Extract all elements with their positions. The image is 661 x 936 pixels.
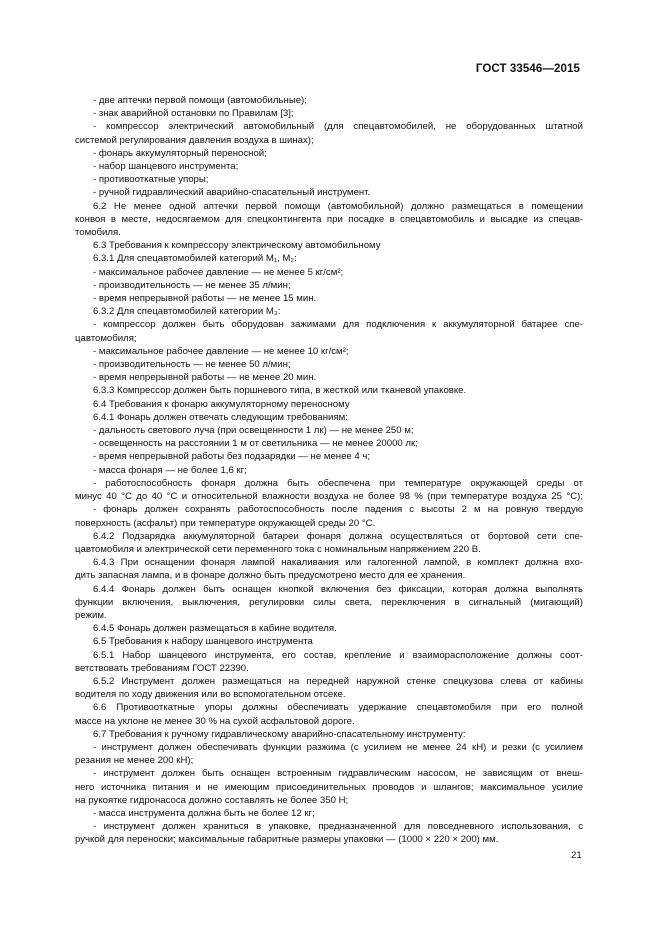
text-line: - дальность светового луча (при освещенности 1 лк) — не менее 250 м; — [93, 425, 414, 437]
text-line: - освещенность на расстоянии 1 м от светильника — не менее 20000 лк; — [93, 438, 418, 450]
text-line: - масса инструмента должна быть не более 12 кг; — [93, 807, 315, 819]
text-line: 6.5 Требования к набору шанцевого инструмента — [93, 636, 313, 648]
text-line: - фонарь аккумуляторный переносной; — [93, 147, 267, 159]
text-line: - инструмент должен обеспечивать функции разжима (с усилием не менее 24 кН) и резки (с усилием — [93, 741, 583, 753]
text-line: водителя по ходу движения или во вспомогательном отсеке. — [75, 689, 346, 701]
text-line: поверхность (асфальт) при температуре окружающей среды 20 °С. — [75, 517, 376, 529]
text-line: 6.5.1 Набор шанцевого инструмента, его состав, крепление и взаиморасположение должны соот- — [93, 649, 583, 661]
text-line: системой регулирования давления воздуха в шинах); — [75, 134, 314, 146]
text-line: - инструмент должен быть оснащен встроенным гидравлическим насосом, не зависящим от внеш- — [93, 768, 583, 780]
document-body — [75, 94, 583, 847]
text-line: массе на уклоне не менее 30 % на сухой асфальтовой дороге. — [75, 715, 355, 727]
text-line: функции включения, выключения, регулировки силы света, переключения в сигнальный (мигающий) — [75, 596, 583, 608]
text-line: - масса фонаря — не более 1,6 кг; — [93, 464, 247, 476]
text-line: 6.3.3 Компрессор должен быть поршневого типа, в жесткой или тканевой упаковке. — [93, 385, 467, 397]
text-line: 6.4.1 Фонарь должен отвечать следующим требованиям: — [93, 411, 348, 423]
text-line: цавтомобиля и электрической сети переменного тока с номинальным напряжением 220 В. — [75, 543, 481, 555]
text-line: 6.3.2 Для спецавтомобилей категории М₃: — [93, 306, 281, 318]
text-line: - противооткатные упоры; — [93, 174, 209, 186]
text-line: - производительность — не менее 35 л/мин; — [93, 279, 291, 291]
text-line: 6.4.4 Фонарь должен быть оснащен кнопкой включения без фиксации, которая должна выполнять — [93, 583, 583, 595]
text-line: - ручной гидравлический аварийно-спасательный инструмент. — [93, 187, 371, 199]
text-line: 6.3 Требования к компрессору электрическому автомобильному — [93, 240, 381, 252]
text-line: минус 40 °С до 40 °С и относительной влажности воздуха не более 98 % (при температуре воздуха 25 °С); — [75, 491, 583, 503]
text-line: - инструмент должен храниться в упаковке, предназначенной для повседневного использования, с — [93, 821, 583, 833]
text-line: - максимальное рабочее давление — не менее 5 кг/см²; — [93, 266, 344, 278]
text-line: - две аптечки первой помощи (автомобильные); — [93, 95, 307, 106]
text-line: ветствовать требованиям ГОСТ 22390. — [75, 662, 249, 674]
text-line: 6.3.1 Для спецавтомобилей категорий М₁, М₂: — [93, 253, 297, 265]
text-line: - набор шанцевого инструмента; — [93, 161, 239, 173]
text-line: - фонарь должен сохранять работоспособность после падения с высоты 2 м на ровную твердую — [93, 504, 583, 516]
page-number: 21 — [571, 850, 582, 861]
text-line: 6.4 Требования к фонарю аккумуляторному переносному — [93, 398, 350, 410]
text-line: - компрессор должен быть оборудован зажимами для подключения к аккумуляторной батарее спе- — [93, 319, 583, 331]
text-line: - производительность — не менее 50 л/мин; — [93, 359, 291, 371]
text-line: - время непрерывной работы — не менее 15 мин. — [93, 293, 317, 305]
text-line: 6.4.3 При оснащении фонаря лампой накаливания или галогенной лампой, в комплект должна вхо- — [93, 557, 583, 569]
text-line: - компрессор электрический автомобильный (для спецавтомобилей, не оборудованных штатной — [93, 121, 583, 133]
text-line: цавтомобиля; — [75, 332, 137, 344]
text-line: 6.7 Требования к ручному гидравлическому аварийно-спасательному инструменту: — [93, 728, 466, 740]
text-line: дить запасная лампа, и в фонаре должно быть предусмотрено место для ее хранения. — [75, 570, 466, 582]
document-code: ГОСТ 33546—2015 — [475, 63, 580, 75]
text-line: - время непрерывной работы без подзарядки — не менее 4 ч; — [93, 451, 371, 463]
text-line: 6.5.2 Инструмент должен размещаться на передней наружной стенке спецкузова слева от кабины — [93, 675, 583, 687]
text-line: томобиля. — [75, 227, 121, 239]
text-line: конвоя в месте, недосягаемом для спецконтингента при посадке в спецавтомобиль и высадке из спецав- — [75, 213, 583, 225]
text-line: 6.2 Не менее одной аптечки первой помощи (автомобильной) должно размещаться в помещении — [93, 200, 583, 212]
text-line: 6.4.5 Фонарь должен размещаться в кабине водителя. — [93, 623, 337, 635]
text-line: - максимальное рабочее давление — не менее 10 кг/см²; — [93, 345, 349, 357]
text-line: - знак аварийной остановки по Правилам [3]; — [93, 108, 294, 120]
text-line: режим. — [75, 609, 107, 621]
text-line: 6.4.2 Подзарядка аккумуляторной батареи фонаря должна осуществляться от бортовой сети спе- — [93, 530, 583, 542]
text-line: на рукоятке гидронасоса должно составлять не более 350 Н; — [75, 794, 349, 806]
text-line: него источника питания и не имеющим присоединительных проводов и шлангов; максимальное усилие — [75, 781, 583, 793]
text-line: ручкой для переноски; максимальные габаритные размеры упаковки — (1000 × 220 × 200) мм. — [75, 834, 499, 846]
text-line: резания не менее 200 кН); — [75, 755, 194, 767]
text-line: - работоспособность фонаря должна быть обеспечена при температуре окружающей среды от — [93, 477, 583, 489]
text-line: - время непрерывной работы — не менее 20 мин. — [93, 372, 317, 384]
text-line: 6.6 Противооткатные упоры должны обеспечивать удержание спецавтомобиля при его полной — [93, 702, 583, 714]
